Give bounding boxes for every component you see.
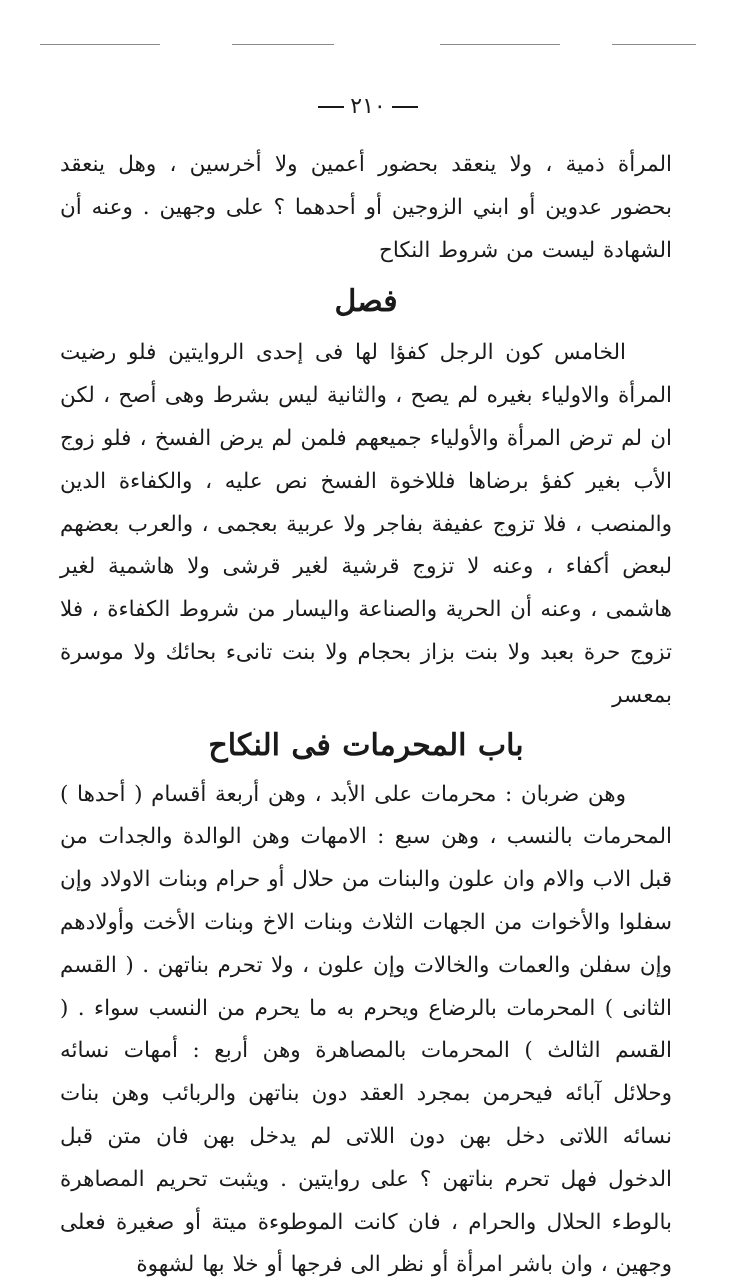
chapter-heading: باب المحرمات فى النكاح — [208, 727, 524, 763]
top-rule — [440, 44, 560, 45]
page-number-value: ٢١٠ — [350, 94, 386, 119]
top-rule — [612, 44, 696, 45]
paragraph-kafaa: الخامس كون الرجل كفؤا لها فى إحدى الروايتين فلو رضيت المرأة والاولياء بغيره لم يصح ، والثانية ليس بشرط وهى أصح ، لكن ان لم ترض المرأة والأولياء جميعهم فلمن لم يرض الفسخ ، فلو زوج الأب بغير كفؤ برضاها فللاخوة الفسخ نص عليه ، والكفاءة الدين والمنصب ، فلا تزوج عفيفة بفاجر ولا عربية بعجمى ، والعرب بعضهم لبعض أكفاء ، وعنه لا تزوج قرشية لغير قرشى ولا هاشمية لغير هاشمى ، وعنه أن الحرية والصناعة واليسار من شروط الكفاءة ، فلا تزوج حرة بعبد ولا بنت بزاز بحجام ولا بنت تانىء بحائك ولا موسرة بمعسر — [60, 340, 672, 708]
paragraph-muharramat: وهن ضربان : محرمات على الأبد ، وهن أربعة أقسام ( أحدها ) المحرمات بالنسب ، وهن سبع : الامهات وهن الوالدة والجدات من قبل الاب والام وان علون والبنات من حلال أو حرام وبنات الاولاد وإن سفلوا والأخوات من الجهات الثلاث وبنات الاخ وبنات الأخت وأولادهم وإن سفلن والعمات والخالات وإن علون ، ولا تحرم بناتهن . ( القسم الثانى ) المحرمات بالرضاع ويحرم به ما يحرم من النسب سواء . ( القسم الثالث ) المحرمات بالمصاهرة وهن أربع : أمهات نسائه وحلائل آبائه فيحرمن بمجرد العقد دون بناتهن والربائب وهن بنات نسائه اللاتى دخل بهن دون اللاتى لم يدخل بهن فان متن قبل الدخول فهل تحرم بناتهن ؟ على روايتين . ويثبت تحريم المصاهرة بالوطء الحلال والحرام ، فان كانت الموطوءة ميتة أو صغيرة فعلى وجهين ، وان باشر امرأة أو نظر الى فرجها أو خلا بها لشهوة — [60, 781, 672, 1278]
page-number-dash — [318, 106, 344, 108]
top-rule — [232, 44, 334, 45]
page-number — [0, 94, 736, 119]
section-heading: فصل — [334, 284, 398, 320]
top-rule — [40, 44, 160, 45]
page-body — [60, 144, 672, 1287]
paragraph-continuation: المرأة ذمية ، ولا ينعقد بحضور أعمين ولا أخرسين ، وهل ينعقد بحضور عدوين أو ابني الزوجين أو أحدهما ؟ على وجهين . وعنه أن الشهادة ليست من شروط النكاح — [60, 152, 672, 263]
page-number-dash — [392, 106, 418, 108]
